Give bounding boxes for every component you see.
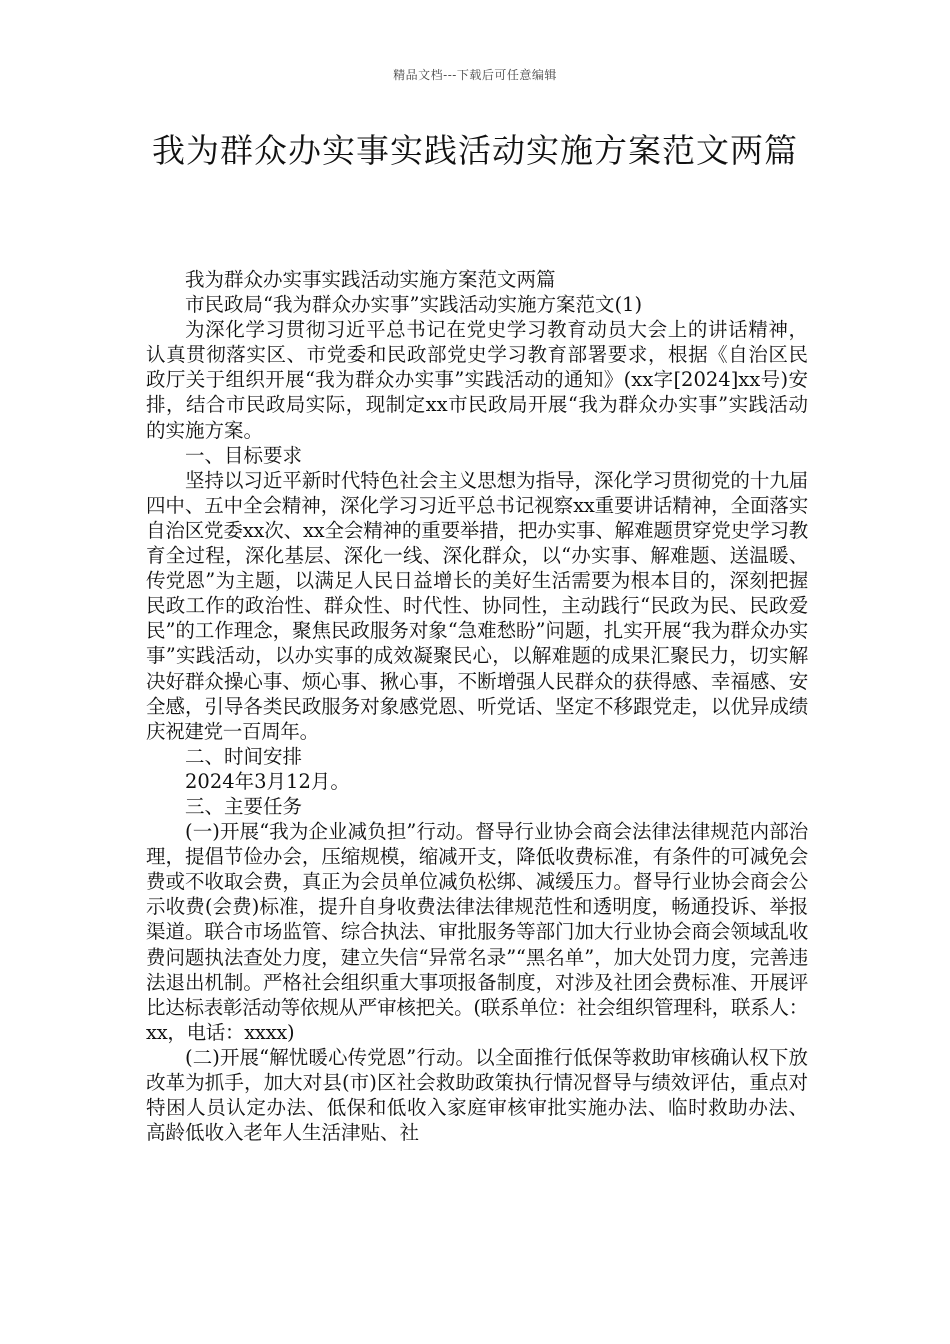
intro-paragraph: 为深化学习贯彻习近平总书记在党史学习教育动员大会上的讲话精神，认真贯彻落实区、市党委和民政部党史学习教育部署要求，根据《自治区民政厅关于组织开展“我为群众办实事”实践活动的通知》(xx字[2024]xx号)安排，结合市民政局实际，现制定xx市民政局开展“我为群众办实事”实践活动的实施方案。 [146,318,808,442]
goals-paragraph: 坚持以习近平新时代特色社会主义思想为指导，深化学习贯彻党的十九届四中、五中全会精神，深化学习习近平总书记视察xx重要讲话精神，全面落实自治区党委xx次、xx全会精神的重要举措，把办实事、解难题贯穿党史学习教育全过程，深化基层、深化一线、深化群众，以“办实事、解难题、送温暖、传党恩”为主题，以满足人民日益增长的美好生活需要为根本目的，深刻把握民政工作的政治性、群众性、时代性、协同性，主动践行“民政为民、民政爱民”的工作理念，聚焦民政服务对象“急难愁盼”问题，扎实开展“我为群众办实事”实践活动，以办实事的成效凝聚民心，以解难题的成果汇聚民力，切实解决好群众操心事、烦心事、揪心事，不断增强人民群众的获得感、幸福感、安全感，引导各类民政服务对象感党恩、听党话、坚定不移跟党走，以优异成绩庆祝建党一百周年。 [146,468,808,743]
heading-tasks: 三、主要任务 [185,794,303,818]
heading-goals: 一、目标要求 [185,443,303,467]
document-title: 我为群众办实事实践活动实施方案范文两篇 [152,131,798,170]
schedule-paragraph: 2024年3月12月。 [185,769,350,793]
task-two-paragraph: (二)开展“解忧暖心传党恩”行动。以全面推行低保等救助审核确认权下放改革为抓手，加大对县(市)区社会救助政策执行情况督导与绩效评估，重点对特困人员认定办法、低保和低收入家庭审核审批实施办法、临时救助办法、高龄低收入老年人生活津贴、社 [146,1045,808,1145]
section-heading-paragraph: 市民政局“我为群众办实事”实践活动实施方案范文(1) [185,293,643,317]
header-note: 精品文档---下载后可任意编辑 [393,68,557,82]
subtitle-paragraph: 我为群众办实事实践活动实施方案范文两篇 [185,268,556,291]
task-one-paragraph: (一)开展“我为企业减负担”行动。督导行业协会商会法律法律规范内部治理，提倡节俭办会，压缩规模，缩减开支，降低收费标准，有条件的可减免会费或不收取会费，真正为会员单位减负松绑、减缓压力。督导行业协会商会公示收费(会费)标准，提升自身收费法律法律规范性和透明度，畅通投诉、举报渠道。联合市场监管、综合执法、审批服务等部门加大行业协会商会领域乱收费问题执法查处力度，建立失信“异常名录”“黑名单”，加大处罚力度，完善违法退出机制。严格社会组织重大事项报备制度，对涉及社团会费标准、开展评比达标表彰活动等依规从严审核把关。(联系单位：社会组织管理科，联系人：xx，电话：xxxx) [146,820,808,1044]
document-body [146,267,808,1145]
heading-schedule: 二、时间安排 [185,744,303,768]
